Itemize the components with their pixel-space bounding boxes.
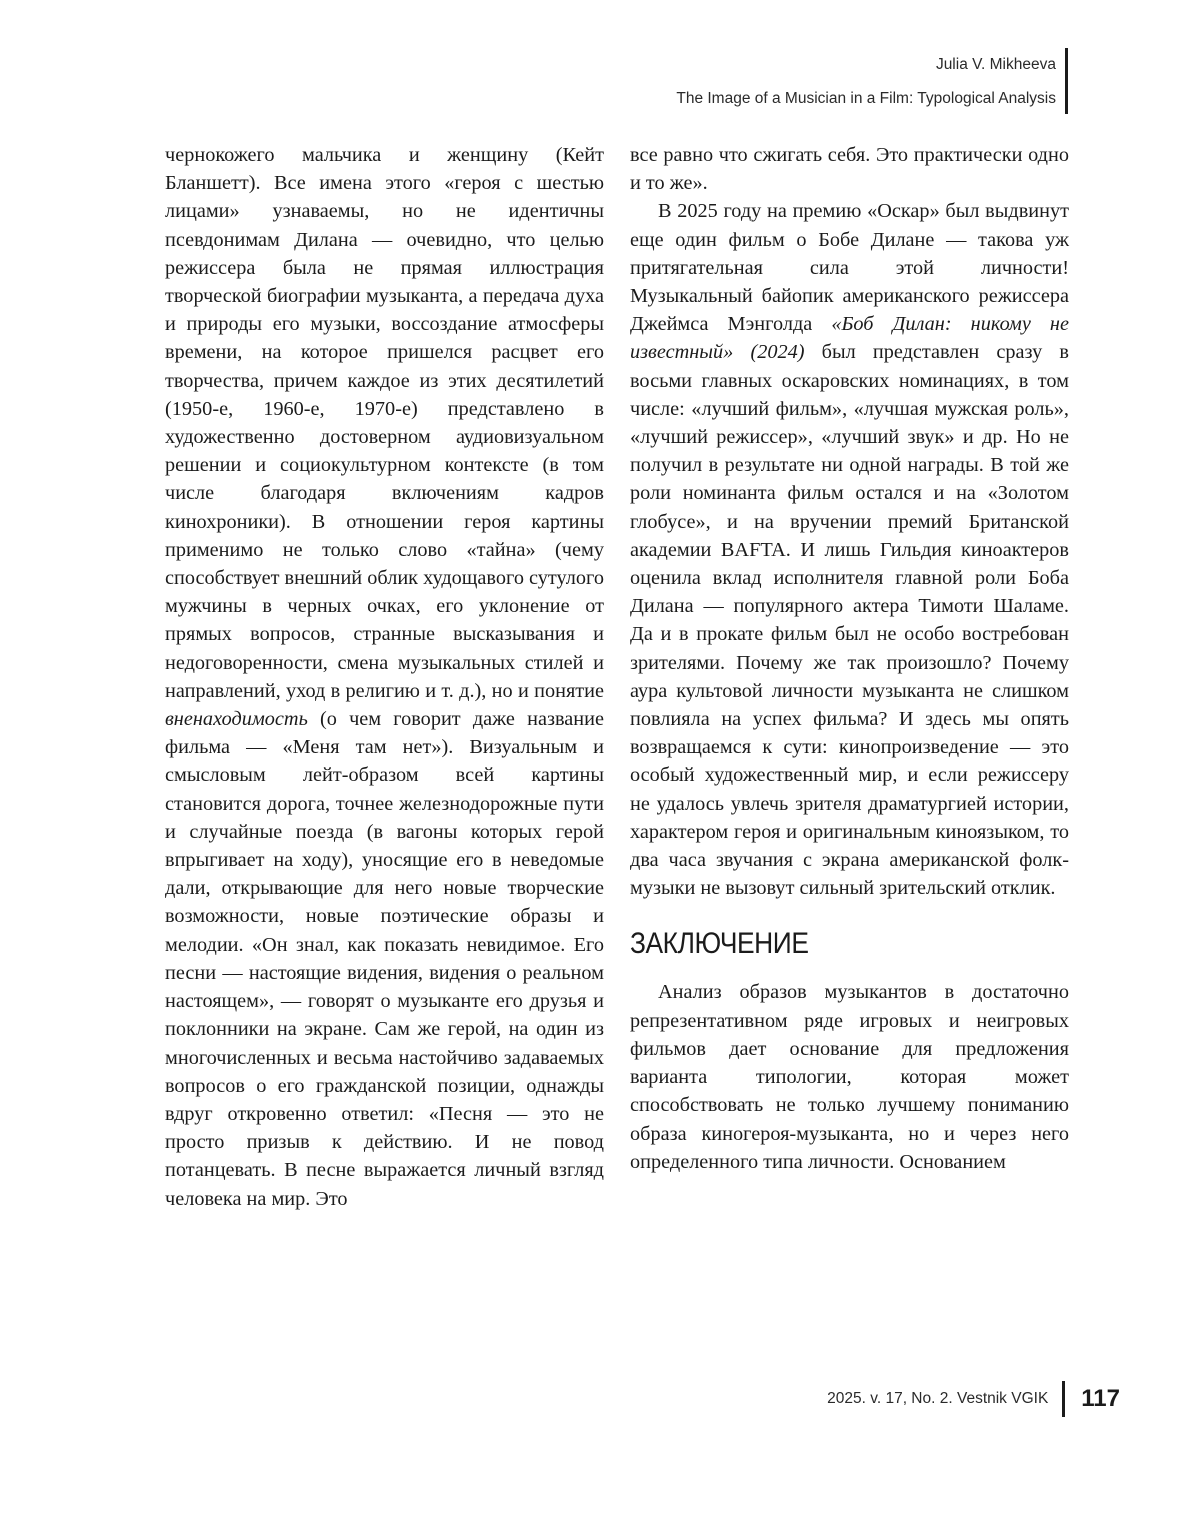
header-divider xyxy=(1065,48,1068,114)
paragraph-text: был представлен сразу в восьми главных оскаровских номинациях, в том числе: «лучший фильм», «лучшая мужская роль», «лучший режиссер», «лучший звук» и др. Но не получил в результате ни одной награды. В той же роли номинанта фильм остался и на «Золотом глобусе», и на вручении премий Британской академии BAFTA. И лишь Гильдия киноактеров оценила вклад исполнителя главной роли Боба Дилана — популярного актера Тимоти Шаламе. Да и в прокате фильм был не особо востребован зрителями. Почему же так произошло? Почему аура культовой личности музыканта не слишком повлияла на успех фильма? И здесь мы опять возвращаемся к сути: кинопроизведение — это особый художественный мир, и если режиссеру не удалось увлечь зрителя драматургией истории, характером героя и оригинальным киноязыком, то два часа звучания с экрана американской фолк-музыки не вызовут сильный зрительский отклик. xyxy=(630,341,1069,900)
section-heading: ЗАКЛЮЧЕНИЕ xyxy=(630,927,809,961)
footer-divider xyxy=(1062,1381,1065,1417)
body-paragraph: Анализ образов музыкантов в достаточно репрезентативном ряде игровых и неигровых фильмов дает основание для предложения варианта типологии, которая может способствовать не только лучшему пониманию образа киногероя-музыканта, но и через него определенного типа личности. Основанием xyxy=(630,981,1069,1173)
italic-term: вненаходимость xyxy=(165,708,308,731)
journal-citation: 2025. v. 17, No. 2. Vestnik VGIK xyxy=(827,1390,1049,1407)
running-header xyxy=(676,48,1068,116)
paragraph-text: чернокожего мальчика и женщину (Кейт Бланшетт). Все имена этого «героя с шестью лицами» узнаваемы, но не идентичны псевдонимам Дилана — очевидно, что целью режиссера была не прямая иллюстрация творческой биографии музыканта, а передача духа и природы его музыки, воссоздание атмосферы времени, на которое пришелся расцвет его творчества, причем каждое из этих десятилетий (1950-е, 1960-е, 1970-е) представлено в художественно достоверном аудиовизуальном решении и социокультурном контексте (в том числе благодаря включениям кадров кинохроники). В отношении героя картины применимо не только слово «тайна» (чему способствует внешний облик худощавого сутулого мужчины в черных очках, его уклонение от прямых вопросов, странные высказывания и недоговоренности, смена музыкальных стилей и направлений, уход в религию и т. д.), но и понятие xyxy=(165,144,604,702)
right-column xyxy=(630,141,1069,1176)
left-column xyxy=(165,141,604,1213)
header-article-title: The Image of a Musician in a Film: Typological Analysis xyxy=(676,90,1056,107)
paragraph-text: (о чем говорит даже название фильма — «Меня там нет»). Визуальным и смысловым лейт-образом всей картины становится дорога, точнее железнодорожные пути и случайные поезда (в вагоны которых герой впрыгивает на ходу), уносящие его в неведомые дали, открывающие для него новые творческие возможности, новые поэтические образы и мелодии. «Он знал, как показать невидимое. Его песни — настоящие видения, видения о реальном настоящем», — говорят о музыканте его друзья и поклонники на экране. Сам же герой, на один из многочисленных и весьма настойчиво задаваемых вопросов о его гражданской позиции, однажды вдруг откровенно ответил: «Песня — это не просто призыв к действию. И не повод потанцевать. В песне выражается личный взгляд человека на мир. Это xyxy=(165,708,604,1210)
body-paragraph xyxy=(630,197,1069,902)
body-paragraph xyxy=(165,141,604,1213)
page-number: 117 xyxy=(1081,1385,1120,1412)
film-title: «Боб Дилан: никому не известный» (2024) xyxy=(630,313,1069,364)
paragraph-text: В 2025 году на премию «Оскар» был выдвинут еще один фильм о Бобе Дилане — такова уж притягательная сила этой личности! Музыкальный байопик американского режиссера Джеймса Мэнголда xyxy=(630,200,1069,336)
page-footer xyxy=(827,1381,1120,1417)
header-author: Julia V. Mikheeva xyxy=(935,56,1056,73)
body-paragraph: все равно что сжигать себя. Это практически одно и то же». xyxy=(630,144,1069,195)
